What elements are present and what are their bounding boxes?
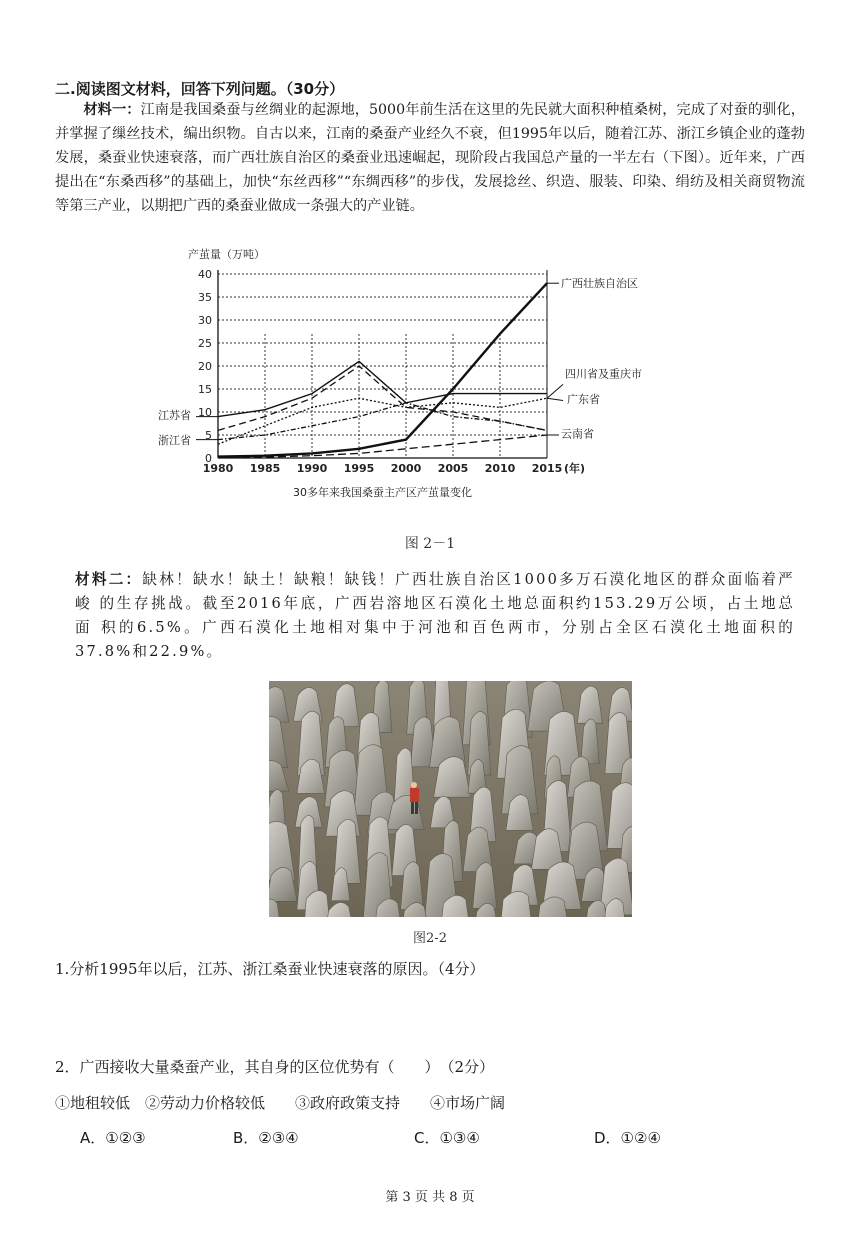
option-c[interactable]: C．①③④: [414, 1129, 480, 1147]
y-tick-label: 40: [198, 268, 212, 281]
figure-2-2-caption: 图2-2: [413, 931, 447, 946]
series-label: 云南省: [561, 427, 594, 441]
y-tick-label: 20: [198, 360, 212, 373]
option-a[interactable]: A．①②③: [80, 1129, 146, 1147]
x-tick-label: 1985: [249, 462, 281, 475]
question-2-stem: 2．广西接收大量桑蚕产业，其自身的区位优势有（ ） （2分）: [55, 1058, 495, 1076]
y-tick-label: 10: [198, 406, 212, 419]
y-tick-label: 30: [198, 314, 212, 327]
question-2-conditions: ①地租较低 ②劳动力价格较低 ③政府政策支持 ④市场广阔: [55, 1094, 506, 1112]
x-tick-label: 1995: [343, 462, 375, 475]
stone-forest-image: [269, 681, 632, 917]
karst-rocky-desertification-photo: [269, 681, 632, 917]
y-tick-label: 25: [198, 337, 212, 350]
label-leader: [547, 398, 563, 400]
x-tick-label: 2010: [484, 462, 516, 475]
material-one-paragraph: [55, 98, 805, 218]
y-tick-label: 5: [205, 429, 212, 442]
material-one-text: 江南是我国桑蚕与丝绸业的起源地，5000年前生活在这里的先民就大面积种植桑树，完成了对蚕的驯化，并掌握了缫丝技术，编出织物。自古以来，江南的桑蚕产业经久不衰，但1995年以后，随着江苏、浙江乡镇企业的蓬勃发展，桑蚕业快速衰落，而广西壮族自治区的桑蚕业迅速崛起，现阶段占我国总产量的一半左右（下图）。近年来，广西提出在“东桑西移”的基础上，加快“东丝西移”“东绸西移”的步伐，发展捻丝、织造、服装、印染、绢纺及相关商贸物流等第三产业，以期把广西的桑蚕业做成一条强大的产业链。: [55, 102, 805, 214]
x-tick-label: 1980: [202, 462, 234, 475]
option-d[interactable]: D．①②④: [594, 1129, 661, 1147]
option-b[interactable]: B．②③④: [233, 1129, 299, 1147]
series-label: 广东省: [567, 392, 600, 406]
material-two-paragraph: [75, 568, 795, 664]
chart-series: [218, 283, 547, 457]
series-line-3: [218, 435, 547, 458]
x-tick-label: 2005: [437, 462, 469, 475]
y-tick-label: 15: [198, 383, 212, 396]
cocoon-output-chart: [150, 240, 670, 505]
material-two-text: 缺林！缺水！缺土！缺粮！缺钱！广西壮族自治区1000多万石漠化地区的群众面临着严峻 的生存挑战。截至2016年底，广西岩溶地区石漠化土地总面积约153.29万公顷，占土地总面 积的6.5%。广西石漠化土地相对集中于河池和百色两市，分别占全区石漠化土地面积的37.8%和22.9%。: [75, 571, 795, 660]
x-tick-label: 2000: [390, 462, 422, 475]
series-label: 浙江省: [158, 434, 191, 448]
x-tick-label: 1990: [296, 462, 328, 475]
series-label: 江苏省: [158, 408, 191, 422]
x-tick-label: 2015: [531, 462, 563, 475]
material-two-lead: 材料二：: [75, 571, 143, 588]
chart-grid: [218, 274, 547, 458]
question-1: 1.分析1995年以后，江苏、浙江桑蚕业快速衰落的原因。（4分）: [55, 960, 485, 978]
chart-axes: [218, 270, 547, 458]
y-tick-label: 0: [205, 452, 212, 465]
x-axis-unit-label: (年): [564, 462, 586, 475]
material-one-lead: 材料一：: [83, 102, 141, 118]
line-chart: [150, 240, 670, 505]
y-axis-label: 产茧量（万吨）: [188, 248, 265, 261]
series-label: 广西壮族自治区: [561, 277, 638, 291]
series-label: 四川省及重庆市: [565, 367, 642, 381]
series-line-0: [218, 283, 547, 456]
section-heading: 二.阅读图文材料，回答下列问题。（30分）: [55, 80, 345, 98]
figure-2-1-caption: 图 2－1: [404, 536, 456, 552]
chart-title: 30多年来我国桑蚕主产区产茧量变化: [293, 486, 472, 499]
chart-labels: [158, 247, 642, 499]
page-footer: 第 3 页 共 8 页: [385, 1190, 475, 1205]
label-leader: [547, 384, 563, 398]
y-tick-label: 35: [198, 291, 212, 304]
